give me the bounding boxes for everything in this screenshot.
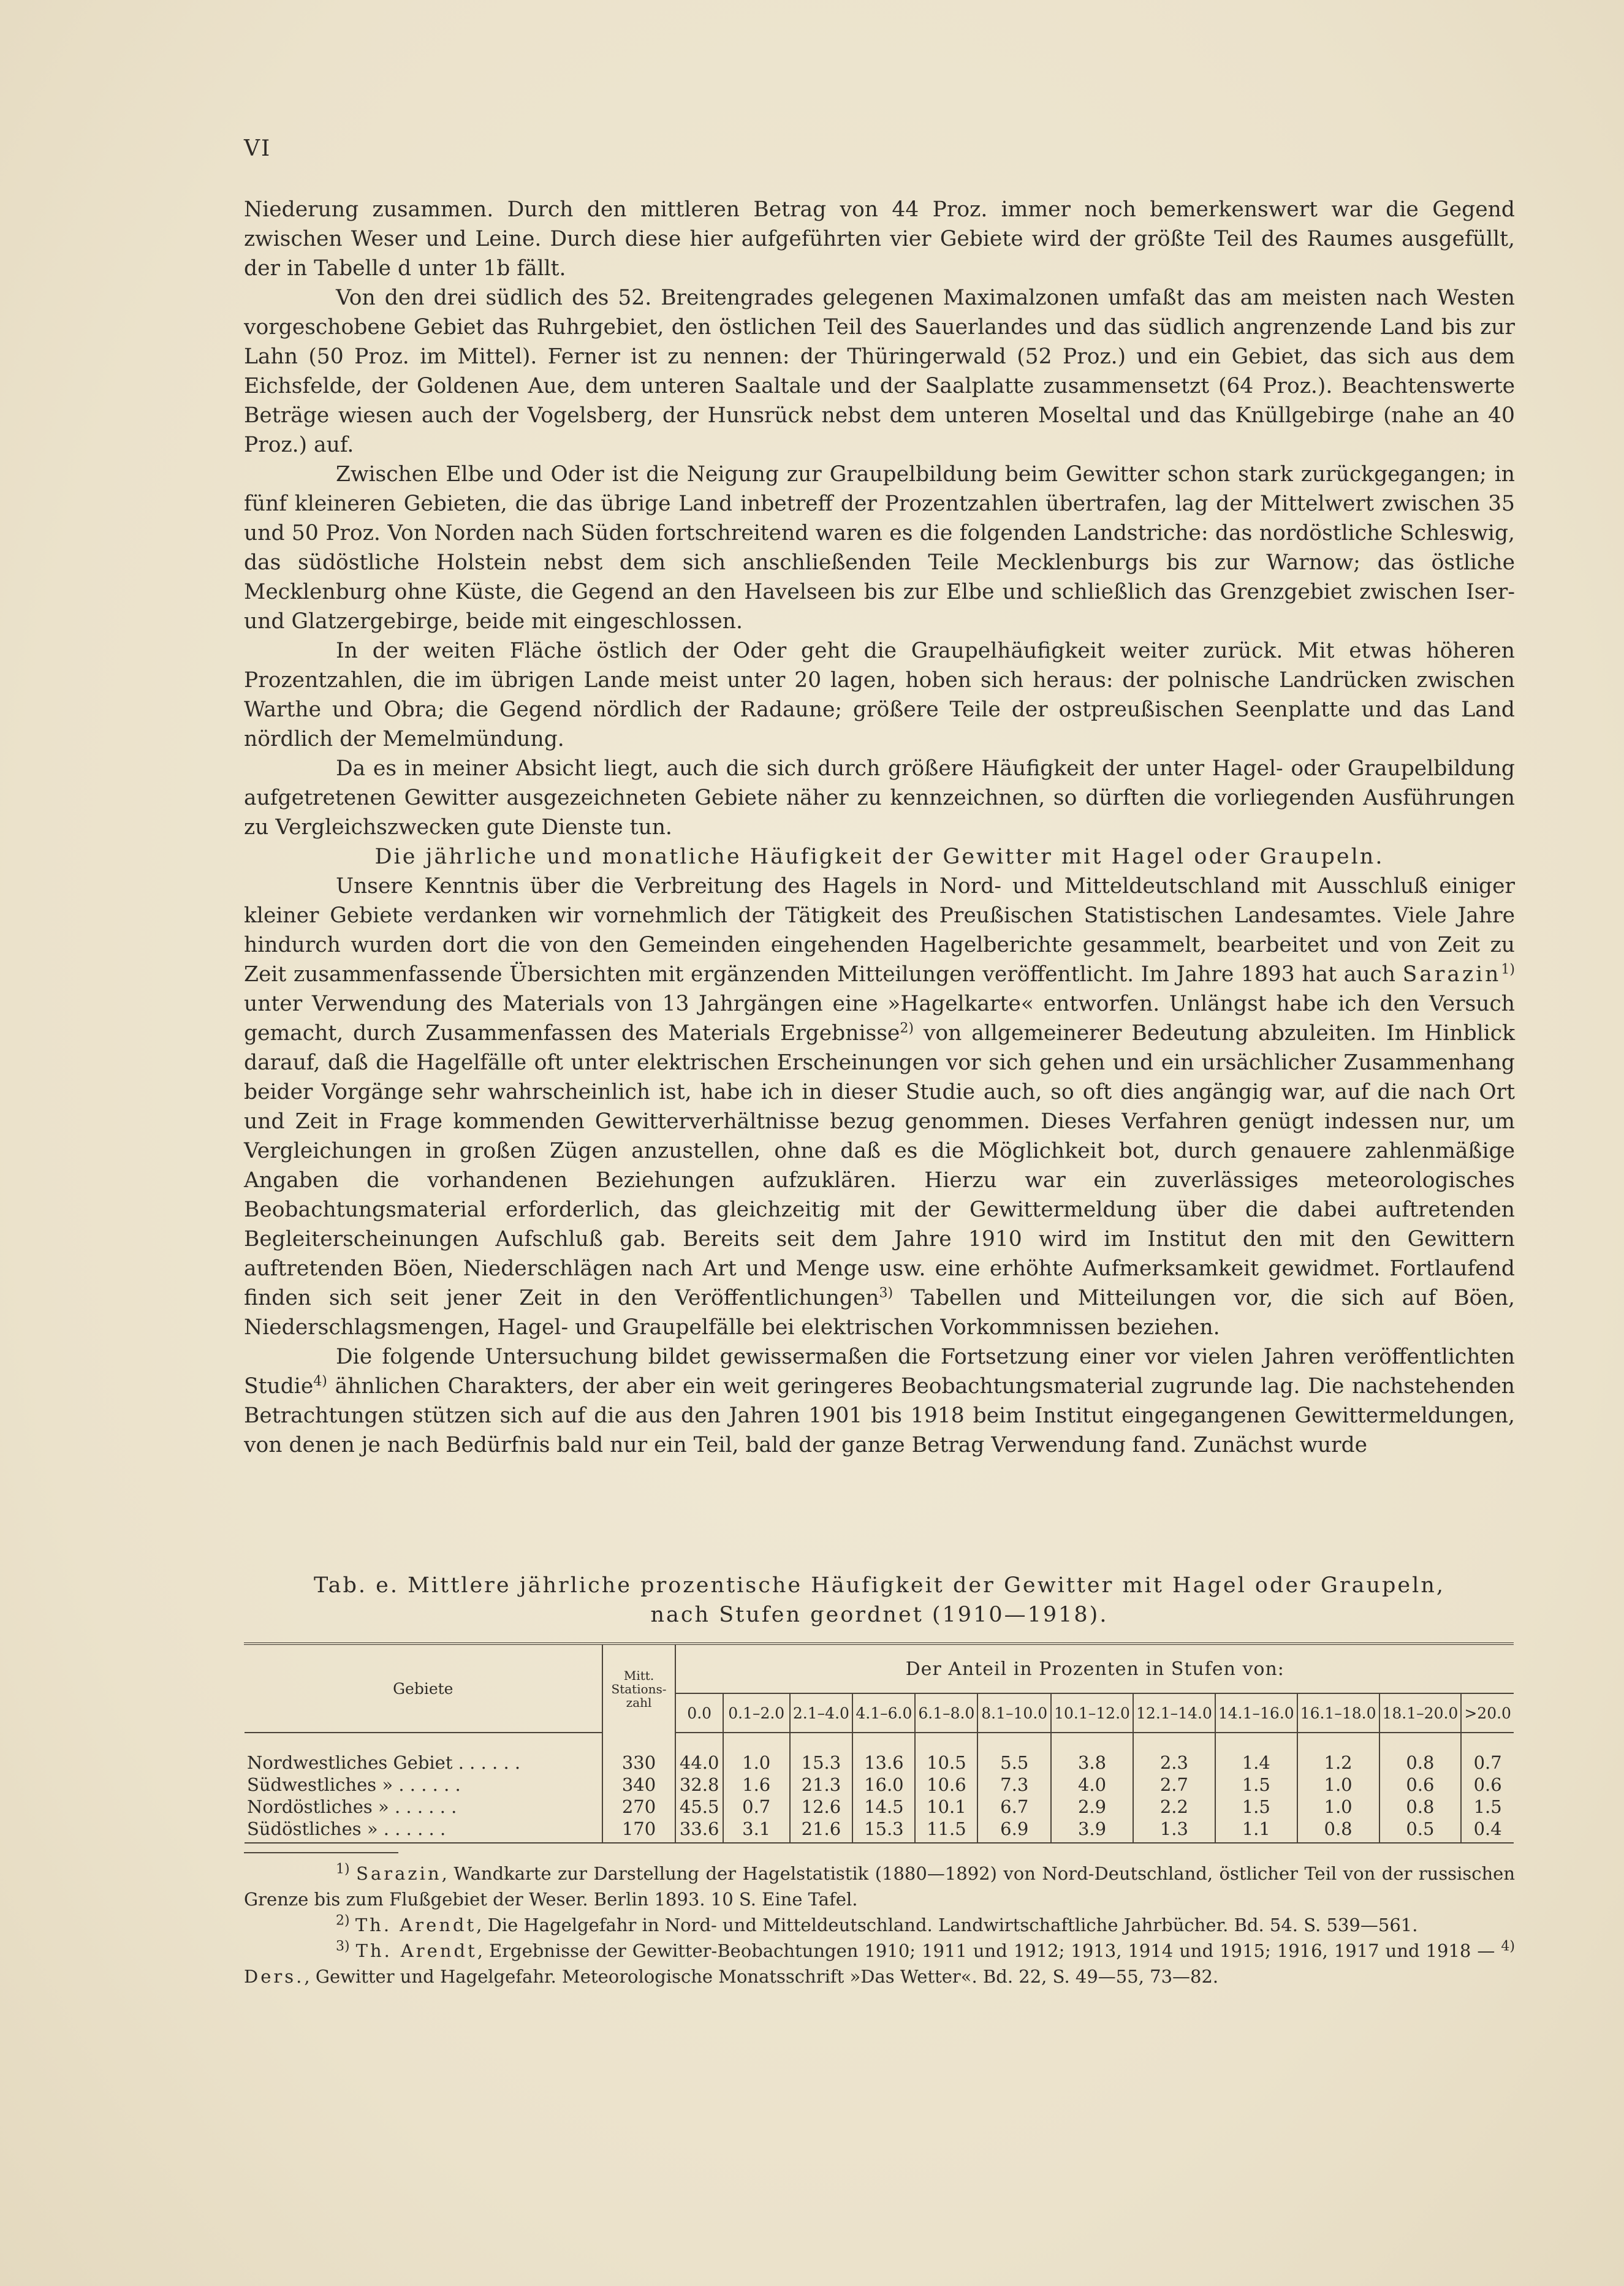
table-row — [245, 1774, 1514, 1796]
table-row — [245, 1752, 1514, 1774]
value-cell: 5.5 — [977, 1752, 1051, 1774]
value-cell: 1.0 — [1297, 1796, 1379, 1818]
author-name: Th. Arendt — [355, 1940, 477, 1961]
value-cell: 2.7 — [1133, 1774, 1215, 1796]
page-number: VI — [244, 136, 271, 161]
footnote-text: , Die Hagelgefahr in Nord- und Mitteldeutschland. Landwirtschaftliche Jahrbücher. Bd. 54. S. 539—561. — [476, 1915, 1418, 1935]
value-cell: 1.5 — [1215, 1796, 1297, 1818]
paragraph-text: ähnlichen Charakters, der aber ein weit geringeres Beobachtungsmaterial zugrunde lag. Die nachstehenden Betrachtungen stützen sich auf die aus den Jahren 1901 bis 1918 beim Institut eingegangenen Gewittermeldungen, von denen je nach Bedürfnis bald nur ein Teil, bald der ganze Betrag Verwendung fand. Zunächst wurde — [244, 1374, 1515, 1457]
value-cell: 3.9 — [1051, 1818, 1133, 1843]
step-header: 14.1–16.0 — [1215, 1693, 1297, 1733]
step-header: 0.0 — [675, 1693, 723, 1733]
value-cell: 0.5 — [1379, 1818, 1462, 1843]
step-header: 16.1–18.0 — [1297, 1693, 1379, 1733]
value-cell: 12.6 — [790, 1796, 853, 1818]
footnote — [244, 1912, 1515, 1938]
value-cell: 0.8 — [1297, 1818, 1379, 1843]
value-cell: 11.5 — [915, 1818, 977, 1843]
step-header: 10.1–12.0 — [1051, 1693, 1133, 1733]
footnote-text: , Ergebnisse der Gewitter-Beobachtungen 1910; 1911 und 1912; 1913, 1914 und 1915; 1916, 1917 und 1918 — — [477, 1940, 1495, 1961]
step-header: 12.1–14.0 — [1133, 1693, 1215, 1733]
value-cell: 44.0 — [675, 1752, 723, 1774]
step-header: 18.1–20.0 — [1379, 1693, 1462, 1733]
paragraph: Von den drei südlich des 52. Breitengrades gelegenen Maximalzonen umfaßt das am meisten nach Westen vorgeschobene Gebiet das Ruhrgebiet, den östlichen Teil des Sauerlandes und das südlich angrenzende Land bis zur Lahn (50 Proz. im Mittel). Ferner ist zu nennen: der Thüringerwald (52 Proz.) und ein Gebiet, das sich aus dem Eichsfelde, der Goldenen Aue, dem unteren Saaltale und der Saalplatte zusammensetzt (64 Proz.). Beachtenswerte Beträge wiesen auch der Vogelsberg, der Hunsrück nebst dem unteren Moseltal und das Knüllgebirge (nahe an 40 Proz.) auf. — [244, 286, 1515, 457]
value-cell: 33.6 — [675, 1818, 723, 1843]
value-cell: 10.6 — [915, 1774, 977, 1796]
footnote-mark: 3) — [336, 1939, 350, 1954]
column-header-stations: Mitt. Stations-zahl — [602, 1645, 676, 1733]
spacer-row — [245, 1733, 1514, 1752]
value-cell: 0.4 — [1461, 1818, 1514, 1843]
step-header: 8.1–10.0 — [977, 1693, 1051, 1733]
value-cell: 13.6 — [852, 1752, 915, 1774]
value-cell: 15.3 — [790, 1752, 853, 1774]
table-caption-line: nach Stufen geordnet (1910—1918). — [650, 1603, 1109, 1627]
value-cell: 15.3 — [852, 1818, 915, 1843]
footnote-ref: 3) — [879, 1285, 894, 1301]
stations-cell: 330 — [602, 1752, 676, 1774]
value-cell: 6.9 — [977, 1818, 1051, 1843]
section-heading: Die jährliche und monatliche Häufigkeit der Gewitter mit Hagel oder Graupeln. — [374, 845, 1384, 869]
paragraph — [244, 1342, 1515, 1460]
value-cell: 10.1 — [915, 1796, 977, 1818]
region-cell: Nordöstliches » . . . . . . — [247, 1796, 457, 1817]
region-cell: Südöstliches » . . . . . . — [245, 1818, 602, 1843]
value-cell: 1.6 — [723, 1774, 790, 1796]
data-table — [244, 1642, 1514, 1844]
table-row — [245, 1818, 1514, 1843]
table-caption-line: Tab. e. Mittlere jährliche prozentische Häufigkeit der Gewitter mit Hagel oder Graupeln, — [313, 1573, 1446, 1598]
step-header: 4.1–6.0 — [852, 1693, 915, 1733]
region-cell: Südwestliches » . . . . . . — [247, 1774, 461, 1795]
footnote-ref: 4) — [313, 1373, 327, 1389]
value-cell: 2.2 — [1133, 1796, 1215, 1818]
value-cell: 0.7 — [1461, 1752, 1514, 1774]
paragraph-text: unter Verwendung des Materials von 13 Jahrgängen eine »Hagelkarte« entworfen. Unlängst habe ich den Versuch gemacht, durch Zusammenfassen des Materials Ergebnisse — [244, 992, 1515, 1046]
footnote-mark: 2) — [336, 1913, 350, 1929]
footnote-mark: 1) — [336, 1861, 350, 1877]
paragraph-text: Tabellen und Mitteilungen vor, die sich auf Böen, Niederschlagsmengen, Hagel- und Graupelfälle bei elektrischen Vorkommnissen beziehen. — [244, 1286, 1516, 1340]
value-cell: 7.3 — [977, 1774, 1051, 1796]
value-cell: 1.2 — [1297, 1752, 1379, 1774]
footnotes — [244, 1861, 1515, 1989]
paragraph — [244, 871, 1515, 1342]
table-caption — [244, 1571, 1515, 1630]
step-header: >20.0 — [1461, 1693, 1514, 1733]
footnote-text: , Wandkarte zur Darstellung der Hagelstatistik (1880—1892) von Nord-Deutschland, östlicher Teil von der russischen Grenze bis zum Flußgebiet der Weser. Berlin 1893. 10 S. Eine Tafel. — [244, 1863, 1516, 1910]
footnote-mark: 4) — [1501, 1939, 1515, 1954]
body-text — [244, 195, 1515, 1460]
value-cell: 1.0 — [1297, 1774, 1379, 1796]
paragraph: Niederung zusammen. Durch den mittleren Betrag von 44 Proz. immer noch bemerkenswert war die Gegend zwischen Weser und Leine. Durch diese hier aufgeführten vier Gebiete wird der größte Teil des Raumes ausgefüllt, der in Tabelle d unter 1b fällt. — [244, 197, 1515, 281]
value-cell: 1.0 — [723, 1752, 790, 1774]
value-cell: 1.1 — [1215, 1818, 1297, 1843]
paragraph-text: Die folgende Untersuchung bildet gewissermaßen die Fortsetzung einer vor vielen Jahren veröffentlichten Studie — [244, 1345, 1515, 1399]
author-name: Sarazin — [1402, 962, 1501, 987]
column-group-header: Der Anteil in Prozenten in Stufen von: — [675, 1645, 1514, 1693]
value-cell: 0.8 — [1379, 1796, 1462, 1818]
paragraph: Da es in meiner Absicht liegt, auch die sich durch größere Häufigkeit der unter Hagel- oder Graupelbildung aufgetretenen Gewitter ausgezeichneten Gebiete näher zu kennzeichnen, so dürften die vorliegenden Ausführungen zu Vergleichszwecken gute Dienste tun. — [244, 756, 1515, 840]
footnote-rule — [244, 1852, 398, 1853]
footnote-text: , Gewitter und Hagelgefahr. Meteorologische Monatsschrift »Das Wetter«. Bd. 22, S. 49—55, 73—82. — [304, 1966, 1219, 1987]
footnote-ref: 1) — [1501, 962, 1515, 978]
value-cell: 1.5 — [1461, 1796, 1514, 1818]
value-cell: 4.0 — [1051, 1774, 1133, 1796]
value-cell: 0.6 — [1461, 1774, 1514, 1796]
value-cell: 1.3 — [1133, 1818, 1215, 1843]
value-cell: 14.5 — [852, 1796, 915, 1818]
value-cell: 2.3 — [1133, 1752, 1215, 1774]
value-cell: 10.5 — [915, 1752, 977, 1774]
footnote — [244, 1861, 1515, 1912]
value-cell: 0.6 — [1379, 1774, 1462, 1796]
value-cell: 2.9 — [1051, 1796, 1133, 1818]
region-cell: Nordwestliches Gebiet . . . . . . — [247, 1752, 521, 1773]
table-row — [245, 1796, 1514, 1818]
footnote — [244, 1938, 1515, 1989]
value-cell: 21.6 — [790, 1818, 853, 1843]
column-header-region: Gebiete — [245, 1645, 602, 1733]
author-name: Ders. — [244, 1966, 305, 1987]
paragraph: In der weiten Fläche östlich der Oder geht die Graupelhäufigkeit weiter zurück. Mit etwas höheren Prozentzahlen, die im übrigen Lande meist unter 20 lagen, hoben sich heraus: der polnische Landrücken zwischen Warthe und Obra; die Gegend nördlich der Radaune; größere Teile der ostpreußischen Seenplatte und das Land nördlich der Memelmündung. — [244, 639, 1515, 751]
footnote-ref: 2) — [900, 1020, 914, 1036]
value-cell: 3.1 — [723, 1818, 790, 1843]
value-cell: 45.5 — [675, 1796, 723, 1818]
paragraph: Zwischen Elbe und Oder ist die Neigung zur Graupelbildung beim Gewitter schon stark zurückgegangen; in fünf kleineren Gebieten, die das übrige Land inbetreff der Prozentzahlen übertrafen, lag der Mittelwert zwischen 35 und 50 Proz. Von Norden nach Süden fortschreitend waren es die folgenden Landstriche: das nordöstliche Schleswig, das südöstliche Holstein nebst dem sich anschließenden Teile Mecklenburgs bis zur Warnow; das östliche Mecklenburg ohne Küste, die Gegend an den Havelseen bis zur Elbe und schließlich das Grenzgebiet zwischen Iser- und Glatzergebirge, beide mit eingeschlossen. — [244, 462, 1515, 634]
author-name: Sarazin — [356, 1863, 442, 1884]
value-cell: 3.8 — [1051, 1752, 1133, 1774]
value-cell: 0.7 — [723, 1796, 790, 1818]
step-header: 0.1–2.0 — [723, 1693, 790, 1733]
value-cell: 6.7 — [977, 1796, 1051, 1818]
value-cell: 1.5 — [1215, 1774, 1297, 1796]
value-cell: 32.8 — [675, 1774, 723, 1796]
step-header: 6.1–8.0 — [915, 1693, 977, 1733]
header-row — [245, 1645, 1514, 1693]
stations-cell: 170 — [602, 1818, 676, 1843]
value-cell: 0.8 — [1379, 1752, 1462, 1774]
step-header: 2.1–4.0 — [790, 1693, 853, 1733]
value-cell: 16.0 — [852, 1774, 915, 1796]
value-cell: 21.3 — [790, 1774, 853, 1796]
author-name: Th. Arendt — [355, 1915, 477, 1935]
paragraph-text: Unsere Kenntnis über die Verbreitung des Hagels in Nord- und Mitteldeutschland mit Ausschluß einiger kleiner Gebiete verdanken wir vornehmlich der Tätigkeit des Preußischen Statistischen Landesamtes. Viele Jahre hindurch wurden dort die von den Gemeinden eingehenden Hagelberichte gesammelt, bearbeitet und von Zeit zu Zeit zusammenfassende Übersichten mit ergänzenden Mitteilungen veröffentlicht. Im Jahre 1893 hat auch — [244, 874, 1515, 987]
stations-cell: 340 — [602, 1774, 676, 1796]
value-cell: 1.4 — [1215, 1752, 1297, 1774]
stations-cell: 270 — [602, 1796, 676, 1818]
paragraph-text: von allgemeinerer Bedeutung abzuleiten. Im Hinblick darauf, daß die Hagelfälle oft unter elektrischen Erscheinungen vor sich gehen und ein ursächlicher Zusammenhang beider Vorgänge sehr wahrscheinlich ist, habe ich in dieser Studie auch, so oft dies angängig war, auf die nach Ort und Zeit in Frage kommenden Gewitterverhältnisse bezug genommen. Dieses Verfahren genügt indessen nur, um Vergleichungen in großen Zügen anzustellen, ohne daß es die Möglichkeit bot, durch genauere zahlenmäßige Angaben die vorhandenen Beziehungen aufzuklären. Hierzu war ein zuverlässiges meteorologisches Beobachtungsmaterial erforderlich, das gleichzeitig mit der Gewittermeldung über die dabei auftretenden Begleiterscheinungen Aufschluß gab. Bereits seit dem Jahre 1910 wird im Institut den mit den Gewittern auftretenden Böen, Niederschlägen nach Art und Menge usw. eine erhöhte Aufmerksamkeit gewidmet. Fortlaufend finden sich seit jener Zeit in den Veröffentlichungen — [244, 1021, 1515, 1310]
